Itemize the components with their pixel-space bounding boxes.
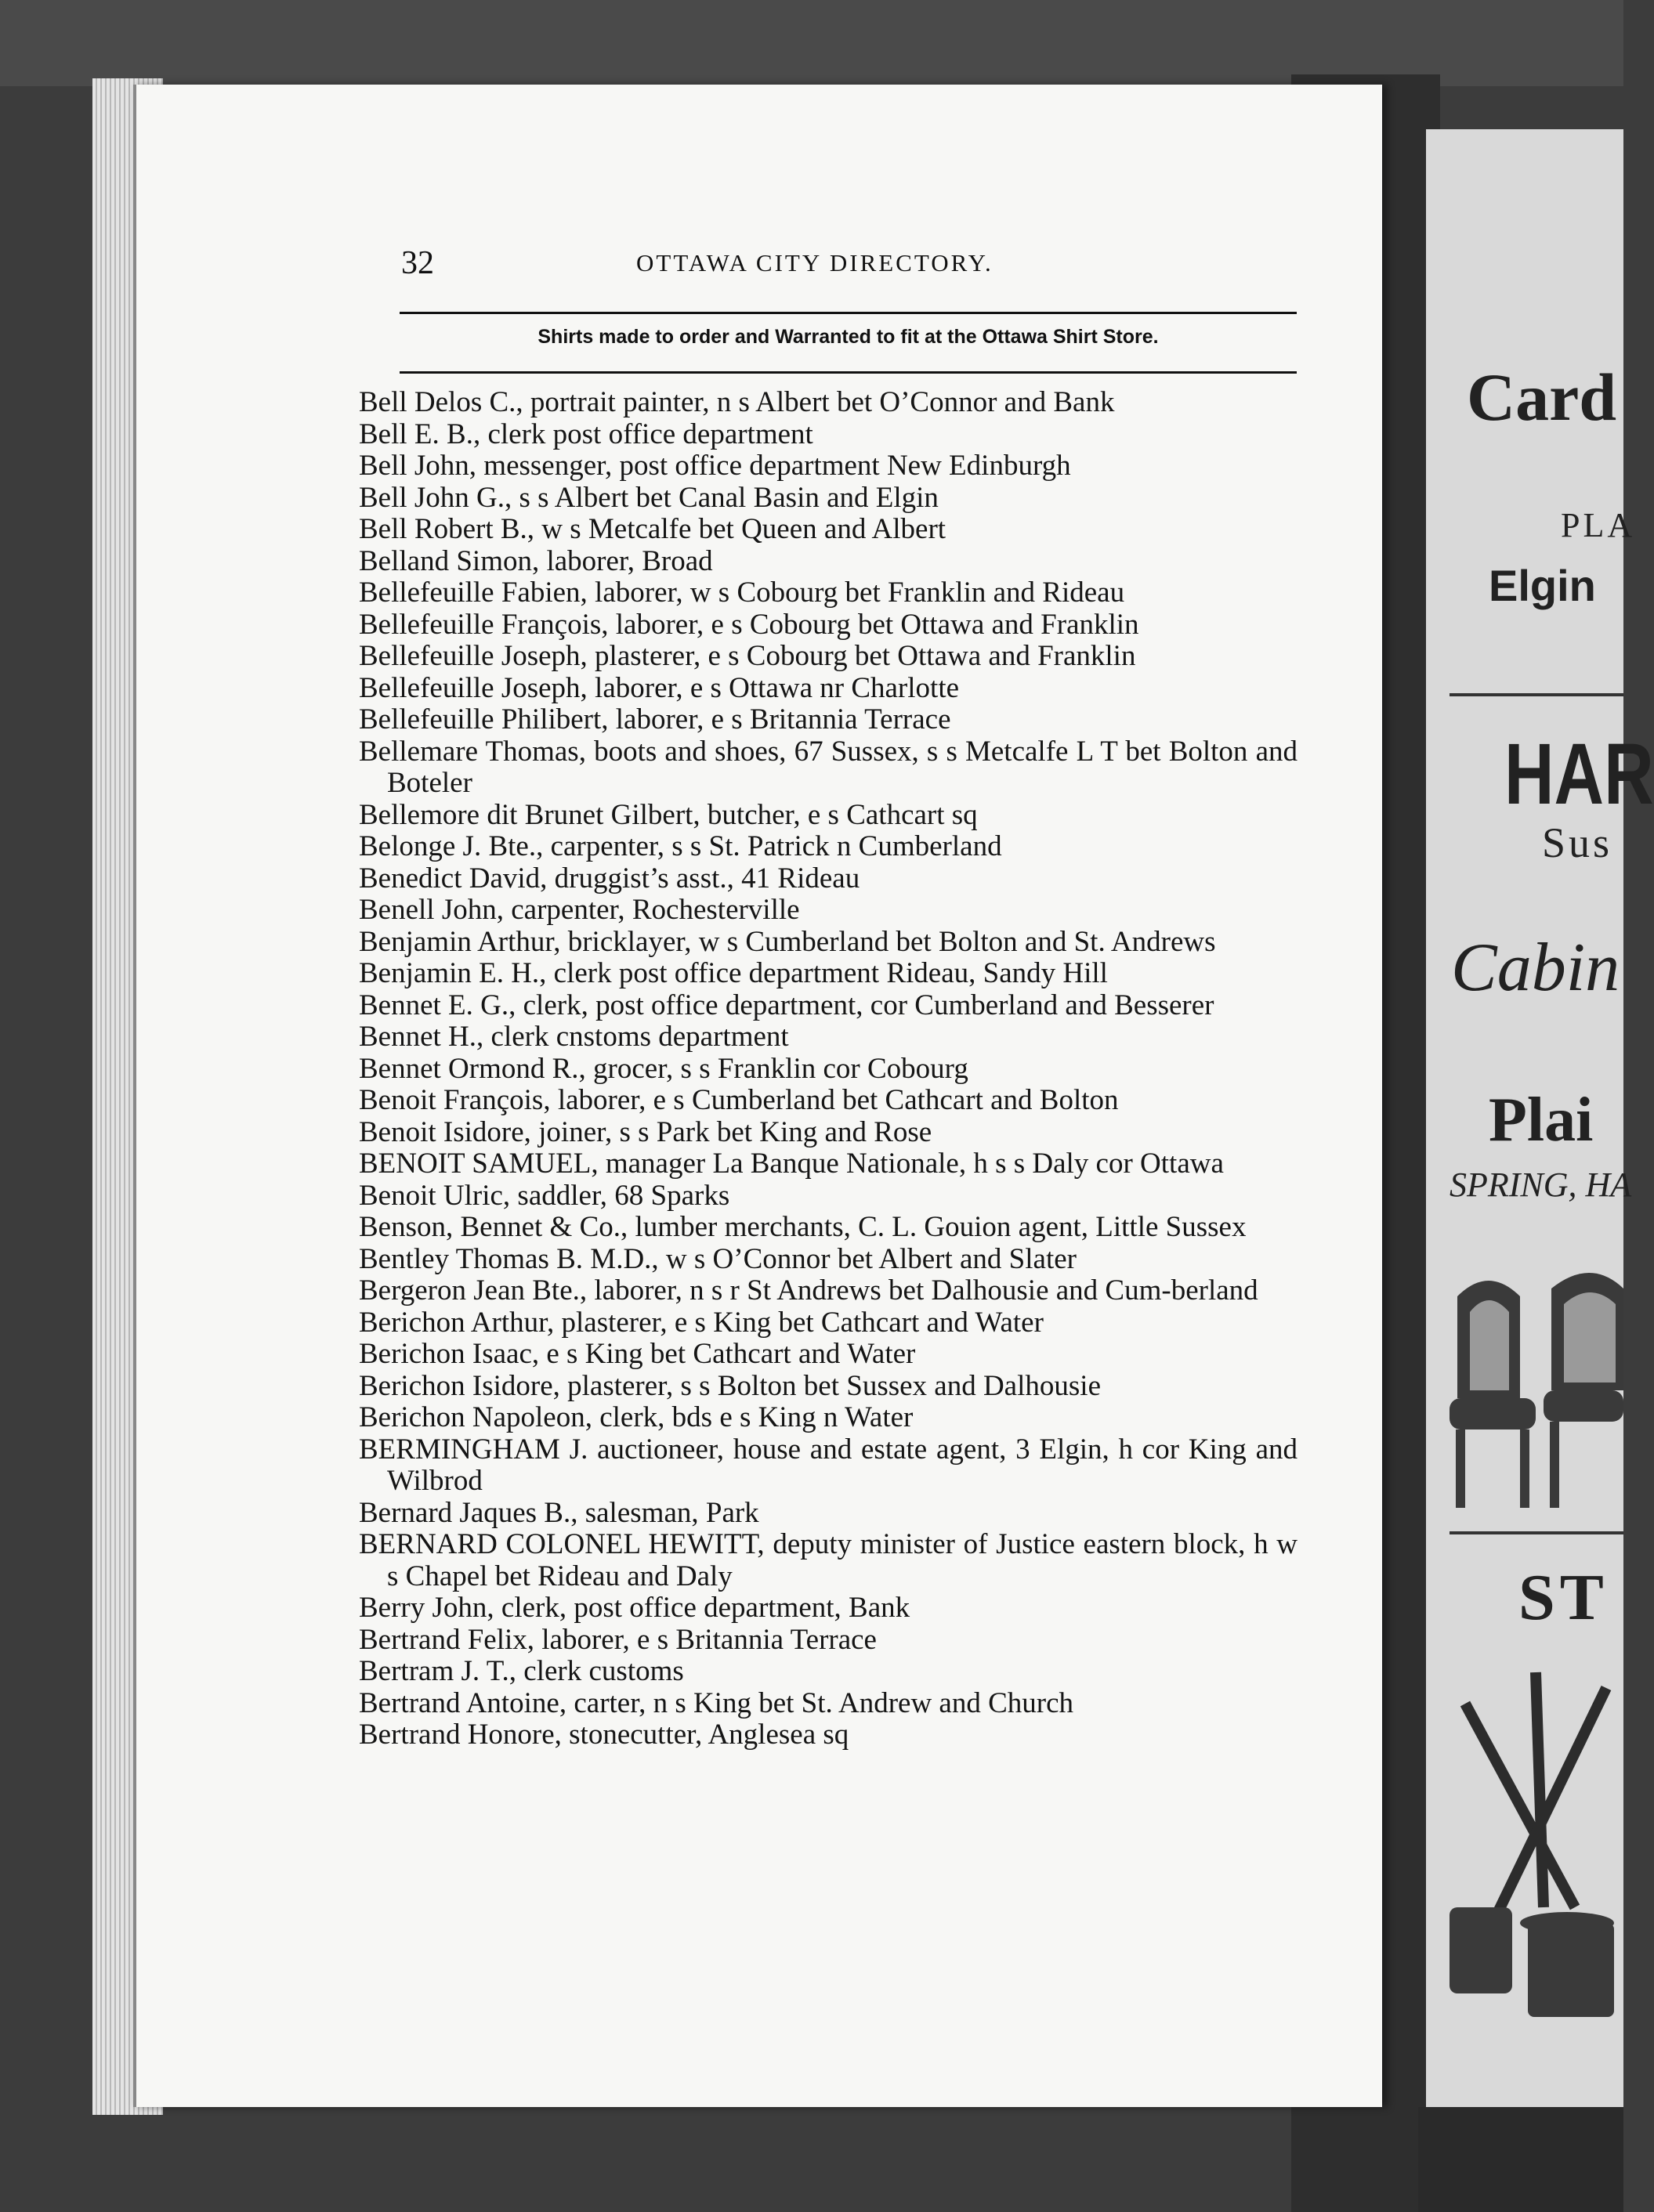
directory-entry: Bell Robert B., w s Metcalfe bet Queen and Albert — [359, 513, 946, 545]
directory-entry: Berichon Isidore, plasterer, s s Bolton bet Sussex and Dalhousie — [359, 1369, 1101, 1402]
directory-entry: Belonge J. Bte., carpenter, s s St. Patrick n Cumberland — [359, 830, 1002, 862]
directory-entry: Berichon Napoleon, clerk, bds e s King n Water — [359, 1401, 914, 1433]
directory-entry: Benell John, carpenter, Rochesterville — [359, 894, 800, 926]
chairs-illustration — [1442, 1265, 1623, 1516]
directory-entry: Bennet E. G., clerk, post office department, cor Cumberland and Besserer — [359, 989, 1214, 1021]
directory-entry: BERMINGHAM J. auctioneer, house and estate agent, 3 Elgin, h cor King and Wilbrod — [359, 1433, 1298, 1497]
page-header — [401, 244, 1294, 284]
directory-entry: Benson, Bennet & Co., lumber merchants, C. L. Gouion agent, Little Sussex — [359, 1211, 1247, 1243]
directory-entry: Benjamin Arthur, bricklayer, w s Cumberland bet Bolton and St. Andrews — [359, 925, 1216, 958]
directory-entry: Bergeron Jean Bte., laborer, n s r St Andrews bet Dalhousie and Cum-berland — [359, 1274, 1258, 1307]
advert-word: SPRING, HA — [1450, 1166, 1632, 1204]
directory-entry: Bertrand Antoine, carter, n s King bet St. Andrew and Church — [359, 1686, 1074, 1719]
directory-entry: Bennet H., clerk cnstoms department — [359, 1021, 789, 1053]
directory-entry: Bentley Thomas B. M.D., w s O’Connor bet Albert and Slater — [359, 1242, 1077, 1275]
directory-entry: Bell John, messenger, post office department New Edinburgh — [359, 450, 1071, 482]
directory-entry: Benoit François, laborer, e s Cumberland bet Cathcart and Bolton — [359, 1084, 1119, 1116]
directory-entry: Bellefeuille François, laborer, e s Cobourg bet Ottawa and Franklin — [359, 608, 1139, 641]
directory-entry: Benoit Isidore, joiner, s s Park bet King and Rose — [359, 1115, 932, 1148]
directory-entry: Bernard Jaques B., salesman, Park — [359, 1496, 759, 1529]
directory-entry: Berichon Arthur, plasterer, e s King bet Cathcart and Water — [359, 1306, 1044, 1339]
directory-entry: Belland Simon, laborer, Broad — [359, 544, 713, 577]
directory-entry: Bell John G., s s Albert bet Canal Basin and Elgin — [359, 481, 939, 514]
page-number: 32 — [401, 245, 434, 281]
facing-advertisement — [1426, 129, 1654, 2107]
directory-entry: Bellemare Thomas, boots and shoes, 67 Sussex, s s Metcalfe L T bet Bolton and Boteler — [359, 735, 1298, 799]
header-rule-bottom — [400, 371, 1297, 374]
running-title: OTTAWA CITY DIRECTORY. — [636, 249, 993, 276]
advert-word: ST — [1518, 1561, 1609, 1634]
scan-background — [0, 0, 1623, 86]
directory-entry: Bertrand Felix, laborer, e s Britannia Terrace — [359, 1623, 877, 1656]
header-rule-top — [400, 312, 1297, 314]
directory-entry: BERNARD COLONEL HEWITT, deputy minister of Justice eastern block, h w s Chapel bet Rideau and Daly — [359, 1528, 1298, 1592]
directory-entry: Bell E. B., clerk post office department — [359, 417, 813, 450]
advert-divider — [1450, 693, 1623, 696]
directory-entry: Bellefeuille Joseph, plasterer, e s Cobourg bet Ottawa and Franklin — [359, 640, 1136, 672]
facing-page-shadow — [1418, 2107, 1623, 2212]
directory-entry: Bellemore dit Brunet Gilbert, butcher, e s Cathcart sq — [359, 798, 978, 831]
directory-entry: Benedict David, druggist’s asst., 41 Rideau — [359, 862, 860, 895]
directory-entry: Benoit Ulric, saddler, 68 Sparks — [359, 1179, 730, 1212]
directory-entry: Bellefeuille Fabien, laborer, w s Cobourg bet Franklin and Rideau — [359, 576, 1125, 609]
advert-word: Plai — [1489, 1086, 1594, 1155]
directory-entry: Berichon Isaac, e s King bet Cathcart and Water — [359, 1338, 916, 1370]
advert-word: HAR — [1504, 726, 1654, 822]
directory-entry: Bell Delos C., portrait painter, n s Albert bet O’Connor and Bank — [359, 386, 1115, 418]
directory-entry: BENOIT SAMUEL, manager La Banque Nationale, h s s Daly cor Ottawa — [359, 1148, 1224, 1180]
advert-word: PLA — [1561, 506, 1636, 544]
advert-word: Sus — [1542, 819, 1613, 866]
directory-entry: Bennet Ormond R., grocer, s s Franklin cor Cobourg — [359, 1052, 968, 1085]
advert-word: Card — [1467, 360, 1617, 435]
directory-entry: Bertrand Honore, stonecutter, Anglesea sq — [359, 1719, 849, 1751]
directory-entry: Berry John, clerk, post office department, Bank — [359, 1592, 910, 1624]
directory-entry: Bertram J. T., clerk customs — [359, 1655, 684, 1687]
advert-word: Cabin — [1451, 930, 1620, 1006]
directory-entry: Bellefeuille Joseph, laborer, e s Ottawa nr Charlotte — [359, 671, 960, 704]
advert-word: Elgin — [1489, 561, 1596, 610]
advert-tagline: Shirts made to order and Warranted to fit at the Ottawa Shirt Store. — [537, 326, 1159, 348]
directory-entry: Benjamin E. H., clerk post office department Rideau, Sandy Hill — [359, 957, 1108, 989]
advert-divider — [1450, 1531, 1623, 1534]
directory-entry: Bellefeuille Philibert, laborer, e s Britannia Terrace — [359, 703, 951, 736]
directory-entries — [359, 387, 1298, 1751]
tools-illustration — [1450, 1672, 1623, 2033]
